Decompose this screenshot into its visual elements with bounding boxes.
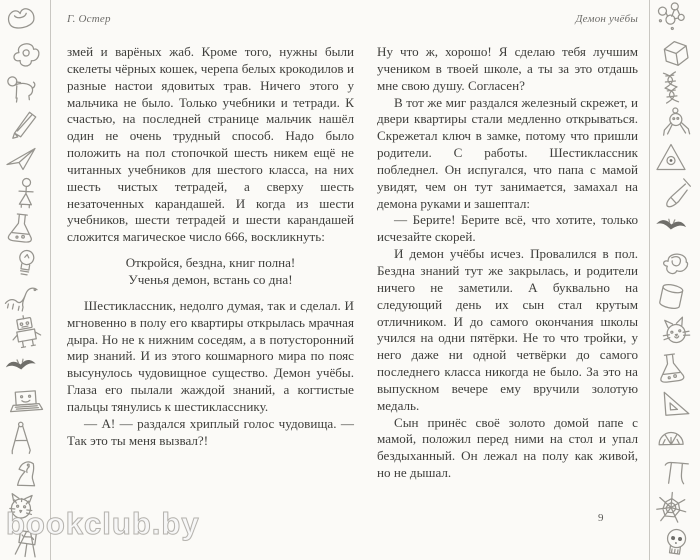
- paragraph: В тот же миг раздался железный скрежет, и двери квартиры стали медленно открываться. Скрежетал ключ в замке, потому что пришли родители. С работы. Шестиклассник побледнел. Он испугался, что папа с мамой увидят, чем он тут занимается, замахал на демона руками и зашептал:: [377, 94, 638, 211]
- right-doodle-border: [649, 0, 700, 560]
- paragraph: И демон учёбы исчез. Провалился в пол. Бездна знаний тут же закрылась, и родители ничего не заметили. А буквально на следующий день их сын стал крутым отличником. И до самого окончания школы учился на одни пятёрки. Не то что тройки, у него даже ни одной четвёрки до самого последнего класса никогда не было. За это на выпускном вечере ему вручили золотую медаль.: [377, 246, 638, 413]
- bat-icon: [5, 358, 36, 372]
- dropper-icon: [667, 178, 691, 208]
- molecule-icon: [656, 2, 686, 32]
- skull-icon: [666, 528, 687, 554]
- protractor-icon: [659, 432, 683, 444]
- set-square-icon: [664, 391, 689, 416]
- paper-plane-icon: [7, 149, 35, 170]
- paragraph: змей и варёных жаб. Кроме того, нужны были скелеты чёрных кошек, черепа белых крокодилов и разные настои ядовитых трав. Ничего этого у мальчика не было. Только учебники и тетради. К счастью, на последней странице мальчик нашёл один не очень трудный способ. Надо было положить на пол стопочкой шесть никем ещё не читанных учебников для шестого класса, на них шесть чистых тетрадей, а сверху шесть незаточенных карандашей. И когда из шести учебников, шести тетрадей и шести карандашей сложится магическое число 666, воскликнуть:: [67, 44, 354, 245]
- cylinder-icon: [659, 283, 683, 310]
- lightbulb-icon: [17, 250, 35, 276]
- scribble-flower-icon: [12, 42, 40, 68]
- watermark: bookclub.by: [6, 506, 200, 541]
- chess-knight-icon: [18, 462, 36, 486]
- cube-icon: [663, 40, 688, 67]
- drafting-compass-icon: [12, 422, 31, 454]
- paragraph: Ну что ж, хорошо! Я сделаю тебя лучшим учеником в твоей школе, а ты за это отдашь мне свою душу. Согласен?: [377, 44, 638, 93]
- paragraph: Сын принёс своё золото домой папе с мамой, положил перед ними на стол и упал бездыханный. Он лежал на полу как живой, но не дышал.: [377, 414, 638, 481]
- paragraph: — А! — раздался хриплый голос чудовища. — Так это ты меня вызвал?!: [67, 415, 354, 448]
- page-number: 9: [598, 512, 604, 524]
- pencil-icon: [11, 112, 36, 138]
- kid-artist-icon: [18, 178, 33, 208]
- robot-spider-icon: [662, 107, 689, 135]
- verse-line: Откройся, бездна, книг полна!: [125, 255, 296, 271]
- left-doodle-border: [0, 0, 51, 560]
- running-header-author: Г. Остер: [67, 13, 111, 25]
- running-header-book-title: Демон учёбы: [575, 13, 638, 25]
- paragraph: — Берите! Берите всё, что хотите, только исчезайте скорей.: [377, 212, 638, 245]
- poodle-icon: [7, 75, 36, 103]
- prism-eye-icon: [657, 145, 685, 170]
- robot-icon: [9, 313, 42, 348]
- flask-icon: [658, 353, 684, 383]
- laptop-icon: [9, 390, 42, 411]
- spider-web-icon: [656, 491, 687, 522]
- right-page-text-column: [377, 44, 638, 482]
- left-page-text-column: [67, 44, 354, 449]
- verse-line: Ученья демон, встань со дна!: [128, 271, 293, 287]
- scribble-ball-icon: [662, 252, 689, 276]
- incantation-verse: [67, 255, 354, 289]
- paragraph: Шестиклассник, недолго думая, так и сделал. И мгновенно в полу его квартиры открылась мрачная дыра. Но не к нижним соседям, а в потусторонний мир знаний. И из этого кошмарного мира по пояс высунулось чудовищное существо. Демон учёбы. Глаза его пылали жаждой знаний, а когтистые пальцы тянулись к шестикласснику.: [67, 297, 354, 414]
- flask-icon: [8, 213, 34, 242]
- knot-icon: [7, 7, 36, 30]
- bat-icon: [656, 218, 687, 231]
- cat-face-icon: [661, 316, 691, 344]
- dinosaur-icon: [5, 283, 38, 313]
- dna-icon: [663, 72, 678, 103]
- pi-icon: [665, 462, 689, 484]
